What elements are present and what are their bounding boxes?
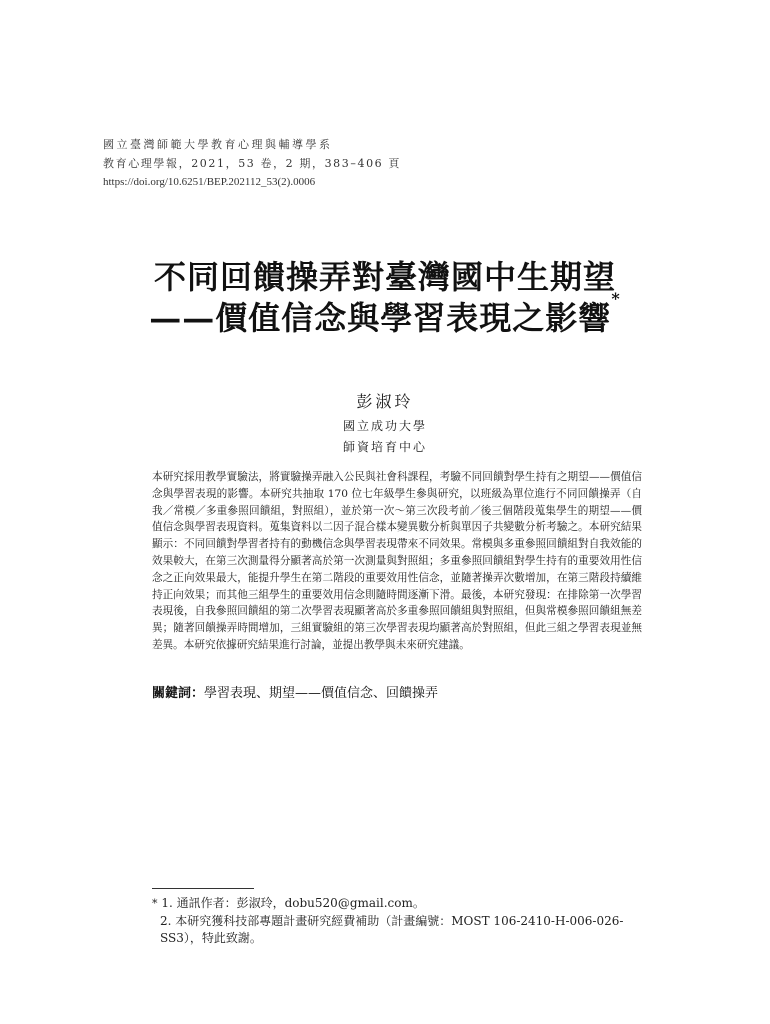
- footnote-1: [152, 895, 425, 912]
- affiliation-center: 師資培育中心: [342, 440, 427, 454]
- paper-title-line2-text: ——價值信念與學習表現之影響: [149, 299, 612, 337]
- keywords-label: 關鍵詞：: [152, 686, 205, 701]
- journal-department: 國立臺灣師範大學教育心理與輔導學系: [103, 138, 333, 151]
- affiliation-university: 國立成功大學: [342, 419, 427, 433]
- abstract-text: 本研究採用教學實驗法，將實驗操弄融入公民與社會科課程，考驗不同回饋對學生持有之期望——價值信念與學習表現的影響。本研究共抽取 170 位七年級學生參與研究，以班級為單位進行不同回饋操弄（自我／常模／多重參照回饋組，對照組），並於第一次～第三次段考前／後三個階段蒐集學生的期望——價值信念與學習表現資料。蒐集資料以二因子混合樣本變異數分析與單因子共變數分析考驗之。本研究結果顯示：不同回饋對學習者持有的動機信念與學習表現帶來不同效果。常模與多重參照回饋組對自我效能的效果較大，在第三次測量得分顯著高於第一次測量與對照組；多重參照回饋組對學生持有的重要效用性信念之正向效果最大，能提升學生在第二階段的重要效用性信念，並隨著操弄次數增加，在第三階段持續維持正向效果；而其他三組學生的重要效用信念則隨時間逐漸下滑。最後，本研究發現：在排除第一次學習表現後，自我參照回饋組的第二次學習表現顯著高於多重參照回饋組與對照組，但與常模參照回饋組無差異；隨著回饋操弄時間增加，三組實驗組的第三次學習表現均顯著高於對照組，但此三組之學習表現並無差異。本研究依據研究結果進行討論，並提出教學與未來研究建議。: [152, 471, 642, 651]
- author-name: 彭淑玲: [356, 392, 414, 411]
- title-footnote-marker: *: [611, 289, 621, 308]
- paper-title-line2: [0, 289, 770, 339]
- footnote-2: 2. 本研究獲科技部專題計畫研究經費補助（計畫編號：MOST 106-2410-H-006-026-SS3），特此致謝。: [160, 914, 624, 945]
- paper-title-line1: 不同回饋操弄對臺灣國中生期望: [153, 258, 616, 296]
- doi-link[interactable]: https://doi.org/10.6251/BEP.202112_53(2).0006: [103, 176, 316, 188]
- footnote-1-text: 1. 通訊作者：彭淑玲，dobu520@gmail.com。: [161, 896, 425, 910]
- keywords-text: 學習表現、期望——價值信念、回饋操弄: [204, 686, 439, 701]
- footnote-star: *: [152, 897, 158, 910]
- footnote-divider: [152, 888, 254, 889]
- journal-citation: 教育心理學報，2021，53 卷，2 期，383–406 頁: [103, 157, 401, 170]
- keywords: [152, 682, 438, 701]
